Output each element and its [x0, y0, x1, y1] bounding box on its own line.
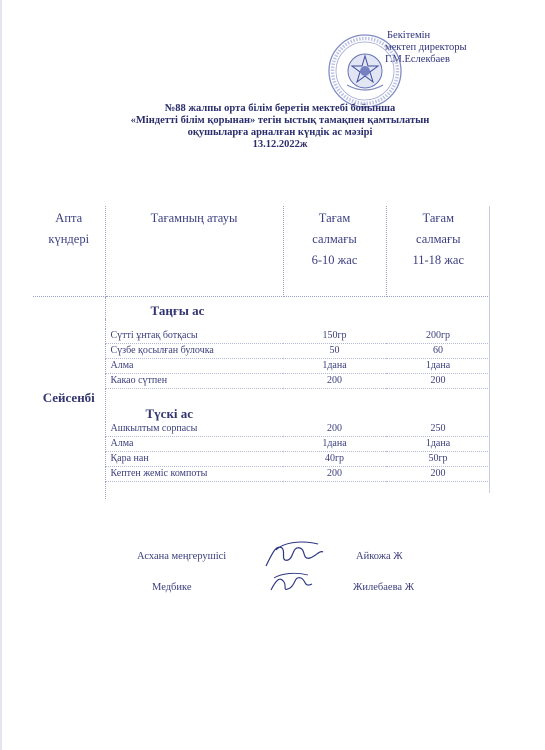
lunch-heading: Түскі ас: [145, 406, 194, 421]
table-row: Ашкылтым сорпасы 200 250: [33, 422, 490, 437]
handwritten-signature-1: [262, 536, 326, 572]
approval-line-3: Г.М.Еслекбаев: [385, 54, 450, 65]
signature-name-1: Айкожа Ж: [356, 551, 403, 562]
table-row: Алма 1дана 1дана: [33, 359, 490, 374]
title-date: 13.12.2022ж: [252, 139, 308, 150]
document-title: [40, 103, 520, 151]
breakfast-heading: Таңғы ас: [150, 303, 205, 318]
table-row: Алма 1дана 1дана: [33, 437, 490, 452]
signature-name-2: Жилебаева Ж: [353, 582, 415, 593]
title-line-3: оқушыларға арналған күндік ас мәзірі: [187, 127, 373, 138]
table-row: Қара нан 40гр 50гр: [33, 452, 490, 467]
header-weight-11-18: Тағам салмағы 11-18 жас: [386, 206, 490, 297]
scan-edge: [0, 0, 2, 750]
header-weight-6-10: Тағам салмағы 6-10 жас: [283, 206, 386, 297]
approval-line-2: мектеп директоры: [385, 42, 467, 53]
table-right-edge: [489, 206, 490, 493]
title-line-1: №88 жалпы орта білім беретін мектебі бойынша: [164, 103, 396, 114]
table-row: Кептен жеміс компоты 200 200: [33, 467, 490, 482]
table-row: Какао сүтпен 200 200: [33, 374, 490, 389]
header-dish: Тағамның атауы: [105, 206, 283, 297]
table-row: Сүзбе қосылған булочка 50 60: [33, 344, 490, 359]
signature-role-1: Асхана меңгерушісі: [137, 551, 227, 562]
handwritten-signature-2: [268, 570, 316, 596]
table-row: Сүтті ұнтақ ботқасы 150гр 200гр: [33, 329, 490, 344]
table-header-row: [33, 206, 490, 297]
title-line-2: «Міндетті білім қорынан» тегін ыстық тамақпен қамтылатын: [130, 115, 430, 126]
header-days: Апта күндері: [33, 206, 105, 297]
approval-line-1: Бекітемін: [387, 30, 431, 41]
menu-table: [33, 206, 490, 499]
day-cell: Сейсенбі: [33, 297, 105, 500]
round-seal-icon: [327, 33, 403, 109]
breakfast-heading-row: [33, 297, 490, 320]
signature-role-2: Медбике: [152, 582, 192, 593]
